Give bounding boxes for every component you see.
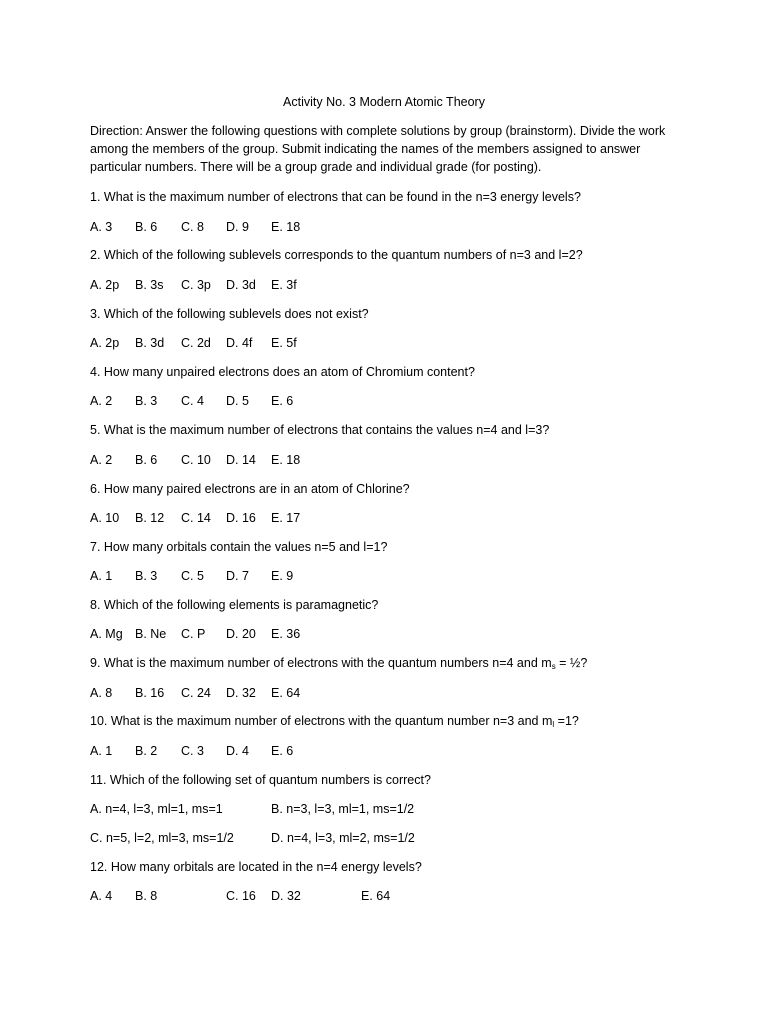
choice-d: D. 16 (226, 511, 256, 525)
question-12: 12. How many orbitals are located in the n=4 energy levels? (90, 860, 422, 874)
choice-c: C. 3p (181, 278, 211, 292)
question-6: 6. How many paired electrons are in an atom of Chlorine? (90, 482, 410, 496)
choice-d: D. 3d (226, 278, 256, 292)
choice-c: C. 5 (181, 569, 204, 583)
choice-b: B. Ne (135, 627, 167, 641)
choice-b: B. 3d (135, 336, 165, 350)
question-10-text: 10. What is the maximum number of electrons with the quantum number n=3 and m (90, 714, 553, 728)
question-2: 2. Which of the following sublevels corresponds to the quantum numbers of n=3 and l=2? (90, 248, 583, 262)
choice-e: E. 64 (361, 889, 391, 903)
choice-d: D. 7 (226, 569, 249, 583)
choice-b: B. 3 (135, 569, 158, 583)
choice-d: D. 4f (226, 336, 253, 350)
question-4: 4. How many unpaired electrons does an atom of Chromium content? (90, 365, 475, 379)
choice-d: D. 9 (226, 220, 249, 234)
question-1: 1. What is the maximum number of electrons that can be found in the n=3 energy levels? (90, 190, 581, 204)
choice-c: C. 4 (181, 394, 204, 408)
choice-c: C. n=5, l=2, ml=3, ms=1/2 (90, 831, 234, 845)
choice-b: B. 8 (135, 889, 158, 903)
choice-e: E. 9 (271, 569, 294, 583)
choice-b: B. 2 (135, 744, 158, 758)
choice-a: A. Mg (90, 627, 123, 641)
choice-e: E. 18 (271, 453, 301, 467)
choice-e: E. 5f (271, 336, 297, 350)
choice-b: B. 3s (135, 278, 164, 292)
choice-e: E. 3f (271, 278, 297, 292)
choice-a: A. 1 (90, 569, 113, 583)
question-9 (90, 654, 587, 676)
choice-c: C. 16 (226, 889, 256, 903)
choice-c: C. 24 (181, 686, 211, 700)
choice-b: B. 16 (135, 686, 165, 700)
choice-a: A. 10 (90, 511, 120, 525)
choice-b: B. 6 (135, 453, 158, 467)
document-title: Activity No. 3 Modern Atomic Theory (283, 95, 485, 109)
choice-e: E. 36 (271, 627, 301, 641)
question-10-subscript: l (552, 720, 555, 729)
choice-c: C. 2d (181, 336, 211, 350)
question-11: 11. Which of the following set of quantum numbers is correct? (90, 773, 431, 787)
choice-a: A. 8 (90, 686, 113, 700)
choice-a: A. 2p (90, 278, 120, 292)
choice-d: D. 32 (226, 686, 256, 700)
choice-c: C. 8 (181, 220, 204, 234)
question-5: 5. What is the maximum number of electrons that contains the values n=4 and l=3? (90, 423, 550, 437)
choice-a: A. 2p (90, 336, 120, 350)
choice-c: C. 3 (181, 744, 204, 758)
choice-b: B. 12 (135, 511, 165, 525)
choice-e: E. 18 (271, 220, 301, 234)
choice-c: C. P (181, 627, 206, 641)
question-9-text: 9. What is the maximum number of electrons with the quantum numbers n=4 and m (90, 656, 552, 670)
choice-a: A. 4 (90, 889, 113, 903)
choice-a: A. 1 (90, 744, 113, 758)
choice-b: B. 6 (135, 220, 158, 234)
choice-e: E. 6 (271, 394, 294, 408)
choice-b: B. n=3, l=3, ml=1, ms=1/2 (271, 802, 415, 816)
choice-d: D. 14 (226, 453, 256, 467)
question-3: 3. Which of the following sublevels does not exist? (90, 307, 369, 321)
choice-e: E. 64 (271, 686, 301, 700)
question-9-subscript: s (551, 662, 556, 671)
direction-paragraph: Direction: Answer the following questions with complete solutions by group (brainstorm). Divide the work among the members of the group. Submit indicating the names of the members assigned to answer particular numbers. There will be a group grade and individual grade (for posting). (90, 124, 666, 174)
question-10-end: =1? (554, 714, 579, 728)
choice-a: A. n=4, l=3, ml=1, ms=1 (90, 802, 223, 816)
question-8: 8. Which of the following elements is paramagnetic? (90, 598, 379, 612)
choice-a: A. 2 (90, 453, 113, 467)
question-10 (90, 712, 579, 734)
choice-e: E. 6 (271, 744, 294, 758)
choice-d: D. 20 (226, 627, 256, 641)
question-9-end: = ½? (555, 656, 588, 670)
choice-d: D. 5 (226, 394, 249, 408)
choice-b: B. 3 (135, 394, 158, 408)
choice-c: C. 10 (181, 453, 211, 467)
choice-a: A. 3 (90, 220, 113, 234)
question-7: 7. How many orbitals contain the values n=5 and l=1? (90, 540, 388, 554)
choice-d: D. 32 (271, 889, 301, 903)
choice-a: A. 2 (90, 394, 113, 408)
choice-c: C. 14 (181, 511, 211, 525)
choice-e: E. 17 (271, 511, 301, 525)
choice-d: D. n=4, l=3, ml=2, ms=1/2 (271, 831, 415, 845)
choice-d: D. 4 (226, 744, 249, 758)
